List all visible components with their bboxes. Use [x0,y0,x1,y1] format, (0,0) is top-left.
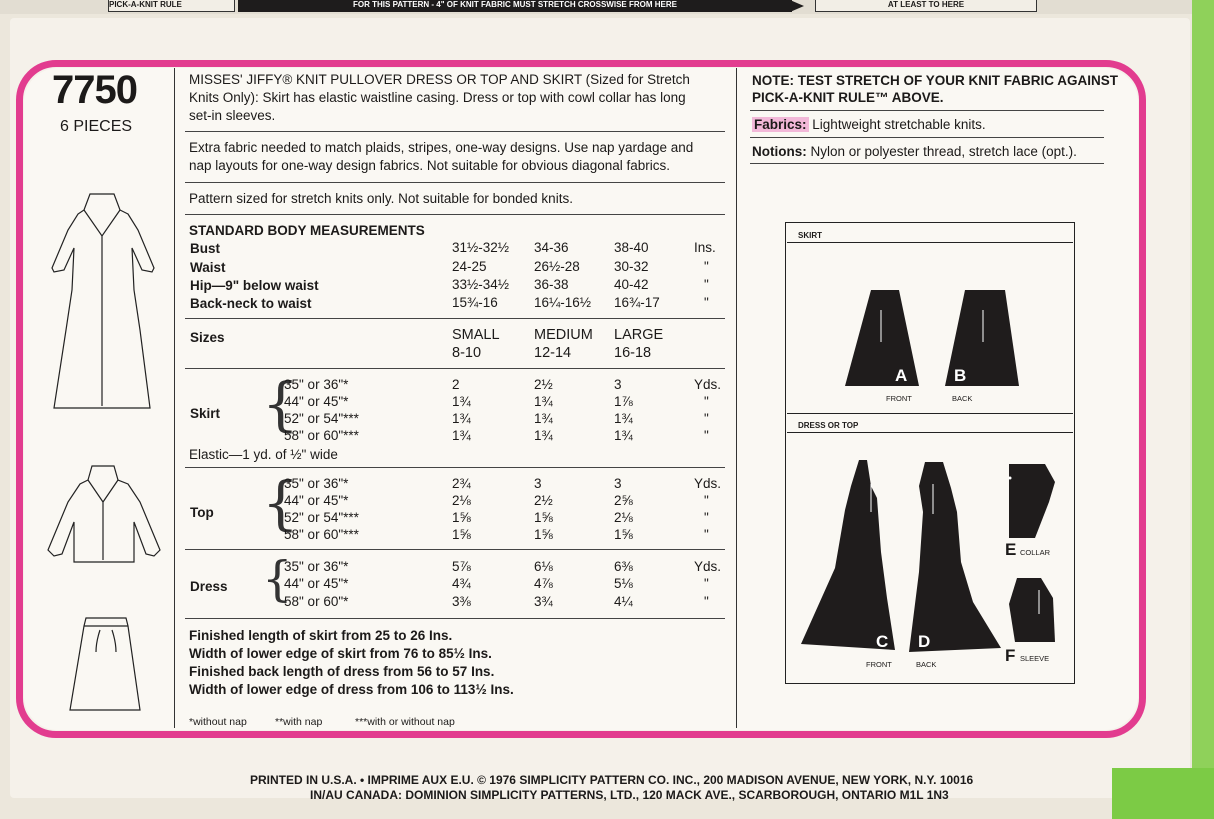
dress-label: Dress [190,579,228,594]
size-small-range: 8-10 [452,345,482,361]
piece-e-caption: COLLAR [1020,548,1051,557]
extra-fabric-note-2: nap layouts for one-way design fabrics. Not suitable for obvious diagonal fabrics. [189,158,671,173]
yardage-medium: 1⅝ [534,527,553,542]
footnote-with-or-without-nap: ***with or without nap [355,716,455,728]
fabric-width: 44" or 45"* [284,394,349,409]
divider [750,163,1104,164]
footer-line-2: IN/AU CANADA: DOMINION SIMPLICITY PATTERNS, LTD., 120 MACK AVE., SCARBOROUGH, ONTARIO M1L 1N3 [310,788,949,802]
fabric-width: 35" or 36"* [284,559,349,574]
yardage-large: 6⅜ [614,559,633,574]
yardage-small: 4¾ [452,576,471,591]
footer-line-1: PRINTED IN U.S.A. • IMPRIME AUX E.U. © 1976 SIMPLICITY PATTERN CO. INC., 200 MADISON AVENUE, NEW YORK, N.Y. 10016 [250,773,974,787]
divider [750,110,1104,111]
divider [185,368,725,369]
skirt-label: Skirt [190,406,221,421]
left-divider [174,68,175,728]
brace-dress: { [262,551,293,607]
divider [750,137,1104,138]
fabrics-label: Fabrics: [754,117,807,132]
fabrics-line [752,116,986,133]
piece-b-caption: BACK [952,394,973,403]
sizing-note: Pattern sized for stretch knits only. Not suitable for bonded knits. [189,191,573,206]
piece-d-dress-back [909,462,1001,652]
yardage-unit: " [704,527,709,542]
measurement-unit: " [704,259,709,274]
yardage-medium: 1¾ [534,394,553,409]
size-medium-range: 12-14 [534,345,572,361]
piece-c-caption: FRONT [866,660,892,669]
yardage-medium: 1¾ [534,428,553,443]
yardage-unit: " [704,510,709,525]
piece-a-label: A [895,366,908,385]
yardage-unit: " [704,576,709,591]
yardage-large: 3 [614,377,622,392]
yardage-medium: 2½ [534,377,553,392]
yardage-large: 1⅝ [614,527,633,542]
measurement-small: 15¾-16 [452,295,498,310]
measurement-large: 30-32 [614,259,649,274]
elastic-note: Elastic—1 yd. of ½" wide [189,447,338,462]
fabric-width: 58" or 60"*** [284,428,359,443]
note-line-1: NOTE: TEST STRETCH OF YOUR KNIT FABRIC AGAINST [752,73,1119,88]
measurement-medium: 16¼-16½ [534,295,592,310]
description-line-2: Knits Only): Skirt has elastic waistline casing. Dress or top with cowl collar has long [189,90,686,105]
finished-length-dress: Finished back length of dress from 56 to 57 Ins. [189,664,495,679]
yardage-small: 1¾ [452,428,471,443]
divider [185,549,725,550]
yardage-small: 5⅞ [452,559,471,574]
measurement-medium: 26½-28 [534,259,580,274]
sizes-label: Sizes [190,330,225,345]
yardage-unit: " [704,493,709,508]
right-divider [736,68,737,728]
fabric-width: 44" or 45"* [284,576,349,591]
piece-f-sleeve [1009,578,1055,642]
measurement-medium: 34-36 [534,240,569,255]
piece-b-label: B [954,366,967,385]
footnote-without-nap: *without nap [189,716,247,728]
yardage-large: 1¾ [614,428,633,443]
size-large: LARGE [614,327,664,343]
finished-length-skirt: Finished length of skirt from 25 to 26 Ins. [189,628,453,643]
measurement-unit: " [704,277,709,292]
yardage-unit: " [704,594,709,609]
yardage-small: 3⅜ [452,594,471,609]
skirt-diagram-title: SKIRT [798,231,822,240]
measurement-large: 38-40 [614,240,649,255]
yardage-unit: " [704,394,709,409]
divider [185,131,725,132]
piece-f-label: F [1005,646,1016,665]
measurement-medium: 36-38 [534,277,569,292]
yardage-unit: " [704,411,709,426]
measurement-small: 24-25 [452,259,487,274]
green-tape [1192,0,1214,819]
extra-fabric-note-1: Extra fabric needed to match plaids, stripes, one-way designs. Use nap yardage and [189,140,694,155]
notions-line [752,143,1077,160]
measurement-large: 16¾-17 [614,295,660,310]
yardage-unit: Yds. [694,476,722,491]
pick-a-knit-box: PICK-A-KNIT RULE [108,0,235,12]
measurement-label: Bust [190,241,220,256]
piece-e-collar [1009,464,1055,538]
footnote-with-nap: **with nap [275,716,323,728]
yardage-medium: 1⅝ [534,510,553,525]
piece-c-label: C [876,632,889,651]
pieces-count: 6 PIECES [60,118,133,135]
notions-value: Nylon or polyester thread, stretch lace (opt.). [810,144,1077,159]
top-label: Top [190,505,214,520]
divider [185,618,725,619]
yardage-medium: 4⅞ [534,576,553,591]
yardage-small: 2¾ [452,476,471,491]
yardage-large: 5⅛ [614,576,633,591]
arrow-right-icon [790,0,804,12]
fabric-width: 35" or 36"* [284,377,349,392]
divider [185,214,725,215]
measurement-unit: " [704,295,709,310]
piece-a-caption: FRONT [886,394,912,403]
piece-c-dress-front [801,460,895,650]
piece-d-caption: BACK [916,660,937,669]
piece-d-label: D [918,632,931,651]
measurement-label: Back-neck to waist [190,296,312,311]
measurement-label: Hip—9" below waist [190,278,319,293]
fabric-width: 58" or 60"*** [284,527,359,542]
measurement-small: 31½-32½ [452,240,510,255]
note-line-2: PICK-A-KNIT RULE™ ABOVE. [752,90,944,105]
yardage-large: 2⅛ [614,510,633,525]
fabrics-value: Lightweight stretchable knits. [812,117,986,132]
description-line-3: set-in sleeves. [189,108,276,123]
yardage-small: 2⅛ [452,493,471,508]
yardage-small: 1⅝ [452,527,471,542]
yardage-medium: 3 [534,476,542,491]
yardage-small: 1⅝ [452,510,471,525]
yardage-small: 2 [452,377,460,392]
yardage-unit: Yds. [694,377,722,392]
yardage-small: 1¾ [452,394,471,409]
yardage-unit: Yds. [694,559,722,574]
piece-f-caption: SLEEVE [1020,654,1050,663]
measurement-label: Waist [190,260,226,275]
fabric-width: 58" or 60"* [284,594,349,609]
fabric-width: 35" or 36"* [284,476,349,491]
fabric-width: 52" or 54"*** [284,411,359,426]
lower-edge-skirt: Width of lower edge of skirt from 76 to 85½ Ins. [189,646,492,661]
skirt-sketch [70,618,140,710]
yardage-large: 3 [614,476,622,491]
brace-skirt: { [262,370,299,438]
dress-diagram-title: DRESS OR TOP [798,421,859,430]
fabric-width: 44" or 45"* [284,493,349,508]
stretch-instruction-bar: FOR THIS PATTERN - 4" OF KNIT FABRIC MUST STRETCH CROSSWISE FROM HERE [238,0,792,12]
size-small: SMALL [452,327,500,343]
green-tape-corner [1112,768,1214,819]
dress-sketch [52,194,154,408]
yardage-unit: " [704,428,709,443]
size-large-range: 16-18 [614,345,652,361]
stretch-target-box: AT LEAST TO HERE [815,0,1037,12]
top-sketch [48,466,160,562]
description-line-1: MISSES' JIFFY® KNIT PULLOVER DRESS OR TOP AND SKIRT (Sized for Stretch [189,72,690,87]
measurement-small: 33½-34½ [452,277,510,292]
size-medium: MEDIUM [534,327,593,343]
measurement-unit: Ins. [694,240,716,255]
piece-a-skirt-front [845,290,919,386]
fabric-width: 52" or 54"*** [284,510,359,525]
divider [185,467,725,468]
measurement-large: 40-42 [614,277,649,292]
yardage-medium: 1¾ [534,411,553,426]
brace-top: { [262,469,299,537]
measurements-title: STANDARD BODY MEASUREMENTS [189,223,425,238]
yardage-medium: 3¾ [534,594,553,609]
divider [185,318,725,319]
yardage-medium: 2½ [534,493,553,508]
yardage-large: 1⅞ [614,394,633,409]
yardage-small: 1¾ [452,411,471,426]
notions-label: Notions: [752,144,807,159]
yardage-large: 1¾ [614,411,633,426]
divider [185,182,725,183]
yardage-medium: 6⅛ [534,559,553,574]
yardage-large: 4¼ [614,594,633,609]
pattern-number: 7750 [52,68,137,112]
garment-sketches [34,190,174,720]
piece-e-label: E [1005,540,1017,559]
lower-edge-dress: Width of lower edge of dress from 106 to 113½ Ins. [189,682,514,697]
pattern-pieces-svg [785,222,1075,684]
yardage-large: 2⅝ [614,493,633,508]
